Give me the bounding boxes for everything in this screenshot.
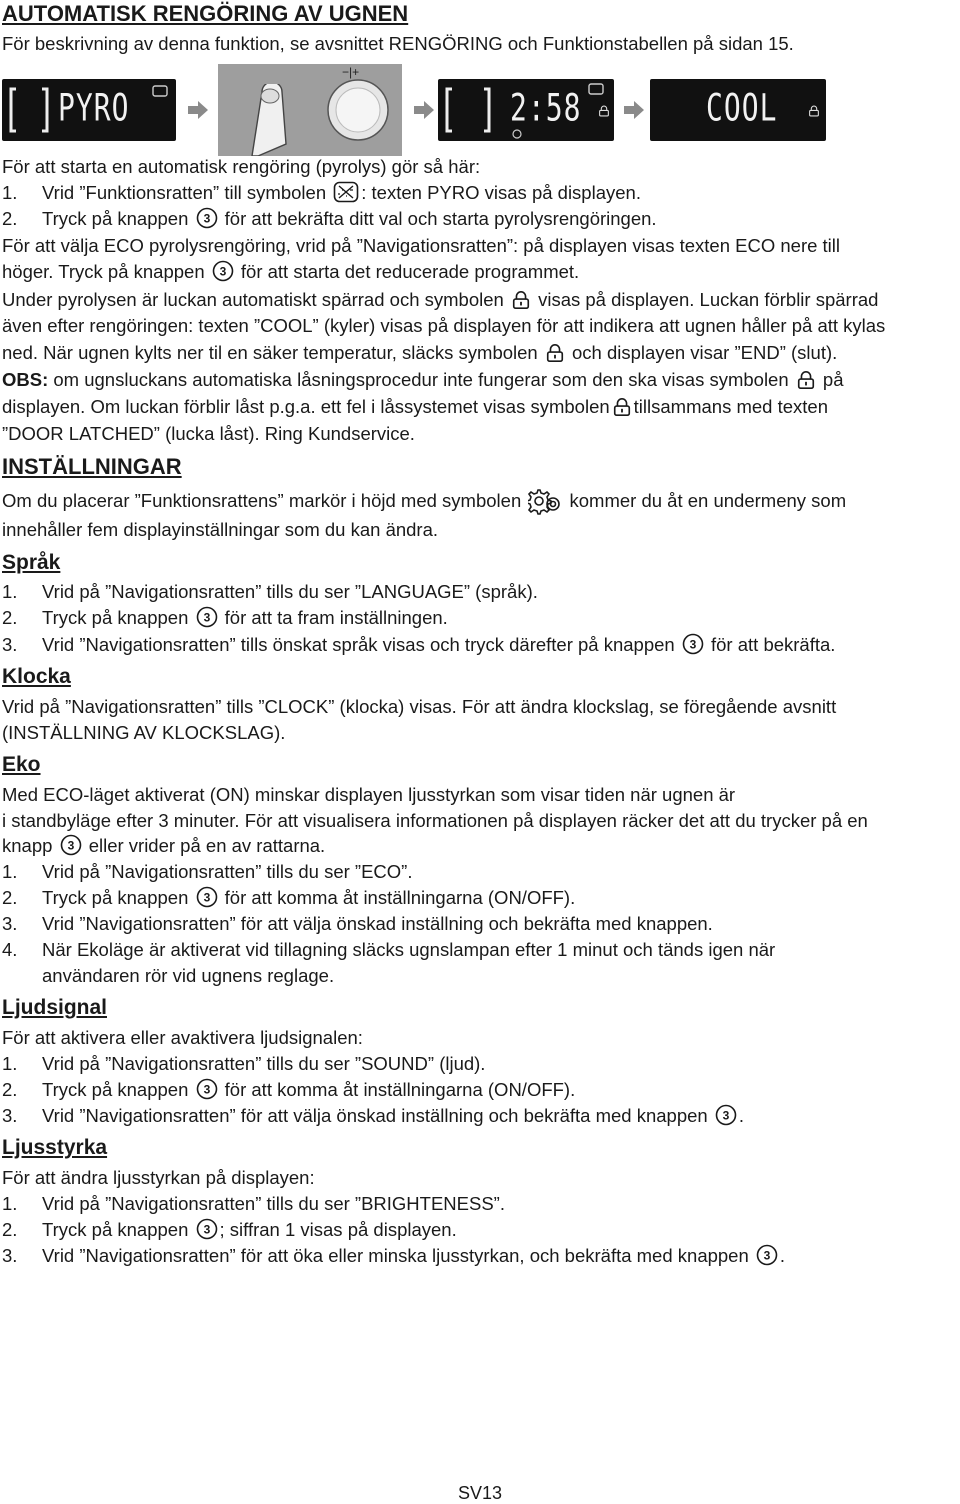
step-text: Vrid på ”Navigationsratten” tills du ser ”BRIGHTENESS”. [42,1193,505,1214]
step-number: 3. [2,913,18,934]
display-bracket-icon [444,86,492,134]
step-text: ; siffran 1 visas på displayen. [219,1219,457,1240]
button-3-icon [212,260,234,282]
arrow-right-icon [624,101,644,119]
display-cool-text: COOL [706,85,778,130]
step-text: för att bekräfta ditt val och starta pyrolysrengöringen. [224,208,657,229]
step-number: 3. [2,1245,18,1266]
step-text: Vrid på ”Navigationsratten” tills du ser ”ECO”. [42,861,413,882]
step-number: 3. [2,634,18,655]
pyro-step-1 [2,180,641,206]
button-3-icon [60,834,82,856]
text-fragment: för att starta det reducerade programmet. [240,261,580,282]
text-fragment: och displayen visar ”END” (slut). [572,342,838,363]
subsection-title-eco: Eko [2,753,41,776]
step-number: 1. [2,182,18,203]
display-timer [438,79,614,141]
text-fragment: displayen. Om luckan förblir låst p.g.a. ett fel i låssystemet visas symbolen [2,396,610,417]
button-3-icon [196,606,218,628]
step-text: : texten PYRO visas på displayen. [361,182,641,203]
pyrolysis-symbol-icon [333,181,359,203]
text-fragment: om ugnsluckans automatiska låsningsprocedur inte fungerar som den ska visas symbolen [53,369,789,390]
step-text: Vrid ”Navigationsratten” för att välja önskad inställning och bekräfta med knappen. [42,913,713,934]
button-3-icon [682,633,704,655]
language-step-1 [2,579,538,605]
step-text: När Ekoläge är aktiverat vid tillagning släcks ugnslampan efter 1 minut och tänds igen när [42,939,776,960]
step-text: Tryck på knappen [42,1219,189,1240]
button-3-icon [715,1104,737,1126]
step-text: Tryck på knappen [42,607,189,628]
step-number: 1. [2,1193,18,1214]
step-text: Vrid på ”Navigationsratten” tills du ser ”SOUND” (ljud). [42,1053,486,1074]
pressing-finger-icon [248,84,300,156]
control-panel-knob [218,64,402,156]
arrow-right-icon [188,101,208,119]
step-text: Tryck på knappen [42,887,189,908]
step-text: Vrid ”Navigationsratten” för att välja önskad inställning och bekräfta med knappen [42,1105,708,1126]
lock-line-3 [2,340,837,366]
eco-step-3 [2,911,713,937]
display-timer-text: 2:58 [510,85,582,130]
eco-line-3 [2,833,325,859]
display-indicator-icon [152,85,168,97]
text-fragment: tillsammans med texten [633,396,828,417]
pyro-sequence-figure [0,64,960,156]
text-fragment: eller vrider på en av rattarna. [88,835,326,856]
pyro-step-2 [2,206,657,232]
page-number: SV13 [457,1483,503,1503]
step-text: . [738,1105,744,1126]
step-text: för att ta fram inställningen. [224,607,448,628]
text-fragment: höger. Tryck på knappen [2,261,205,282]
step-text: för att komma åt inställningarna (ON/OFF). [224,1079,576,1100]
settings-gear-icon [528,487,562,515]
clock-line-2: (INSTÄLLNING AV KLOCKSLAG). [2,722,286,743]
step-number: 1. [2,1053,18,1074]
display-bracket-icon [8,86,50,134]
subsection-title-language: Språk [2,551,61,574]
obs-line-1 [2,367,844,393]
knob-marks: −|+ [342,65,360,79]
settings-line-1 [2,487,846,515]
brightness-step-3 [2,1243,785,1269]
display-pyro [2,79,176,141]
intro-text: För beskrivning av denna funktion, se avsnittet RENGÖRING och Funktionstabellen på sidan 15. [2,33,794,54]
section-title-settings: INSTÄLLNINGAR [2,454,182,479]
brightness-step-1 [2,1191,505,1217]
button-3-icon [196,886,218,908]
sound-lead: För att aktivera eller avaktivera ljudsignalen: [2,1027,363,1048]
lock-icon [511,290,531,310]
step-number: 4. [2,939,18,960]
step-text: Vrid på ”Navigationsratten” tills du ser ”LANGUAGE” (språk). [42,581,538,602]
text-fragment: på [822,369,844,390]
text-fragment: ned. När ugnen kylts ner til en säker temperatur, släcks symbolen [2,342,538,363]
subsection-title-sound: Ljudsignal [2,996,107,1019]
pyro-lead: För att starta en automatisk rengöring (pyrolys) gör så här: [2,156,481,177]
obs-line-2 [2,394,828,420]
settings-line-2: innehåller fem displayinställningar som du kan ändra. [2,519,439,540]
text-fragment: Om du placerar ”Funktionsrattens” markör i höjd med symbolen [2,490,522,511]
eco-line-2: i standbyläge efter 3 minuter. För att visualisera informationen på displayen räcker det att du trycker på en [2,810,868,831]
text-fragment: visas på displayen. Luckan förblir spärrad [538,289,879,310]
lock-icon [796,370,816,390]
step-text: Vrid ”Navigationsratten” för att öka eller minska ljusstyrkan, och bekräfta med knappen [42,1245,749,1266]
display-pyro-text: PYRO [58,85,130,130]
obs-label: OBS: [2,369,49,390]
eco-step-4-continuation: användaren rör vid ugnens reglage. [42,965,335,986]
display-lock-icon [808,105,820,117]
button-3-icon [196,207,218,229]
step-number: 3. [2,1105,18,1126]
eco-step-1 [2,859,412,885]
arrow-right-icon [414,101,434,119]
language-step-3 [2,632,835,658]
lock-line-1 [2,287,878,313]
clock-line-1: Vrid på ”Navigationsratten” tills ”CLOCK” (klocka) visas. För att ändra klockslag, se föregående avsnitt [2,696,837,717]
brightness-step-2 [2,1217,457,1243]
step-text: . [779,1245,786,1266]
step-text: för att komma åt inställningarna (ON/OFF). [224,887,576,908]
text-fragment: Under pyrolysen är luckan automatiskt spärrad och symbolen [2,289,504,310]
step-number: 2. [2,208,18,229]
display-cool [650,79,826,141]
subsection-title-clock: Klocka [2,665,71,688]
eco-step-2 [2,885,575,911]
knob-icon [326,78,390,142]
lock-line-2: även efter rengöringen: texten ”COOL” (kyler) visas på displayen för att indikera att ugnen håller på att kylas [2,315,886,336]
button-3-icon [196,1218,218,1240]
button-3-icon [196,1078,218,1100]
step-number: 1. [2,581,18,602]
lock-icon [545,343,565,363]
eco-pyro-line-2 [2,259,579,285]
step-text: Vrid ”Navigationsratten” tills önskat språk visas och tryck därefter på knappen [42,634,675,655]
text-fragment: knapp [2,835,53,856]
step-text: Tryck på knappen [42,1079,189,1100]
eco-line-1: Med ECO-läget aktiverat (ON) minskar displayen ljusstyrkan som visar tiden när ugnen är [2,784,736,805]
step-text: Vrid ”Funktionsratten” till symbolen [42,182,327,203]
step-text: för att bekräfta. [711,634,836,655]
eco-pyro-line-1: För att välja ECO pyrolysrengöring, vrid på ”Navigationsratten”: på displayen visas texten ECO nere till [2,235,841,256]
sound-step-2 [2,1077,575,1103]
display-indicator-icon [588,83,604,95]
display-clock-icon [512,129,522,139]
step-number: 2. [2,1079,18,1100]
language-step-2 [2,605,448,631]
step-number: 1. [2,861,18,882]
step-number: 2. [2,1219,18,1240]
display-lock-icon [598,105,610,117]
sound-step-1 [2,1051,485,1077]
section-title-automatic-cleaning: AUTOMATISK RENGÖRING AV UGNEN [2,1,409,26]
brightness-lead: För att ändra ljusstyrkan på displayen: [2,1167,315,1188]
lock-icon [612,397,632,417]
subsection-title-brightness: Ljusstyrka [2,1136,108,1159]
obs-line-3: ”DOOR LATCHED” (lucka låst). Ring Kundservice. [2,423,415,444]
button-3-icon [756,1244,778,1266]
eco-step-4 [2,937,775,963]
step-text: Tryck på knappen [42,208,189,229]
step-number: 2. [2,607,18,628]
text-fragment: kommer du åt en undermeny som [569,490,847,511]
sound-step-3 [2,1103,744,1129]
step-number: 2. [2,887,18,908]
